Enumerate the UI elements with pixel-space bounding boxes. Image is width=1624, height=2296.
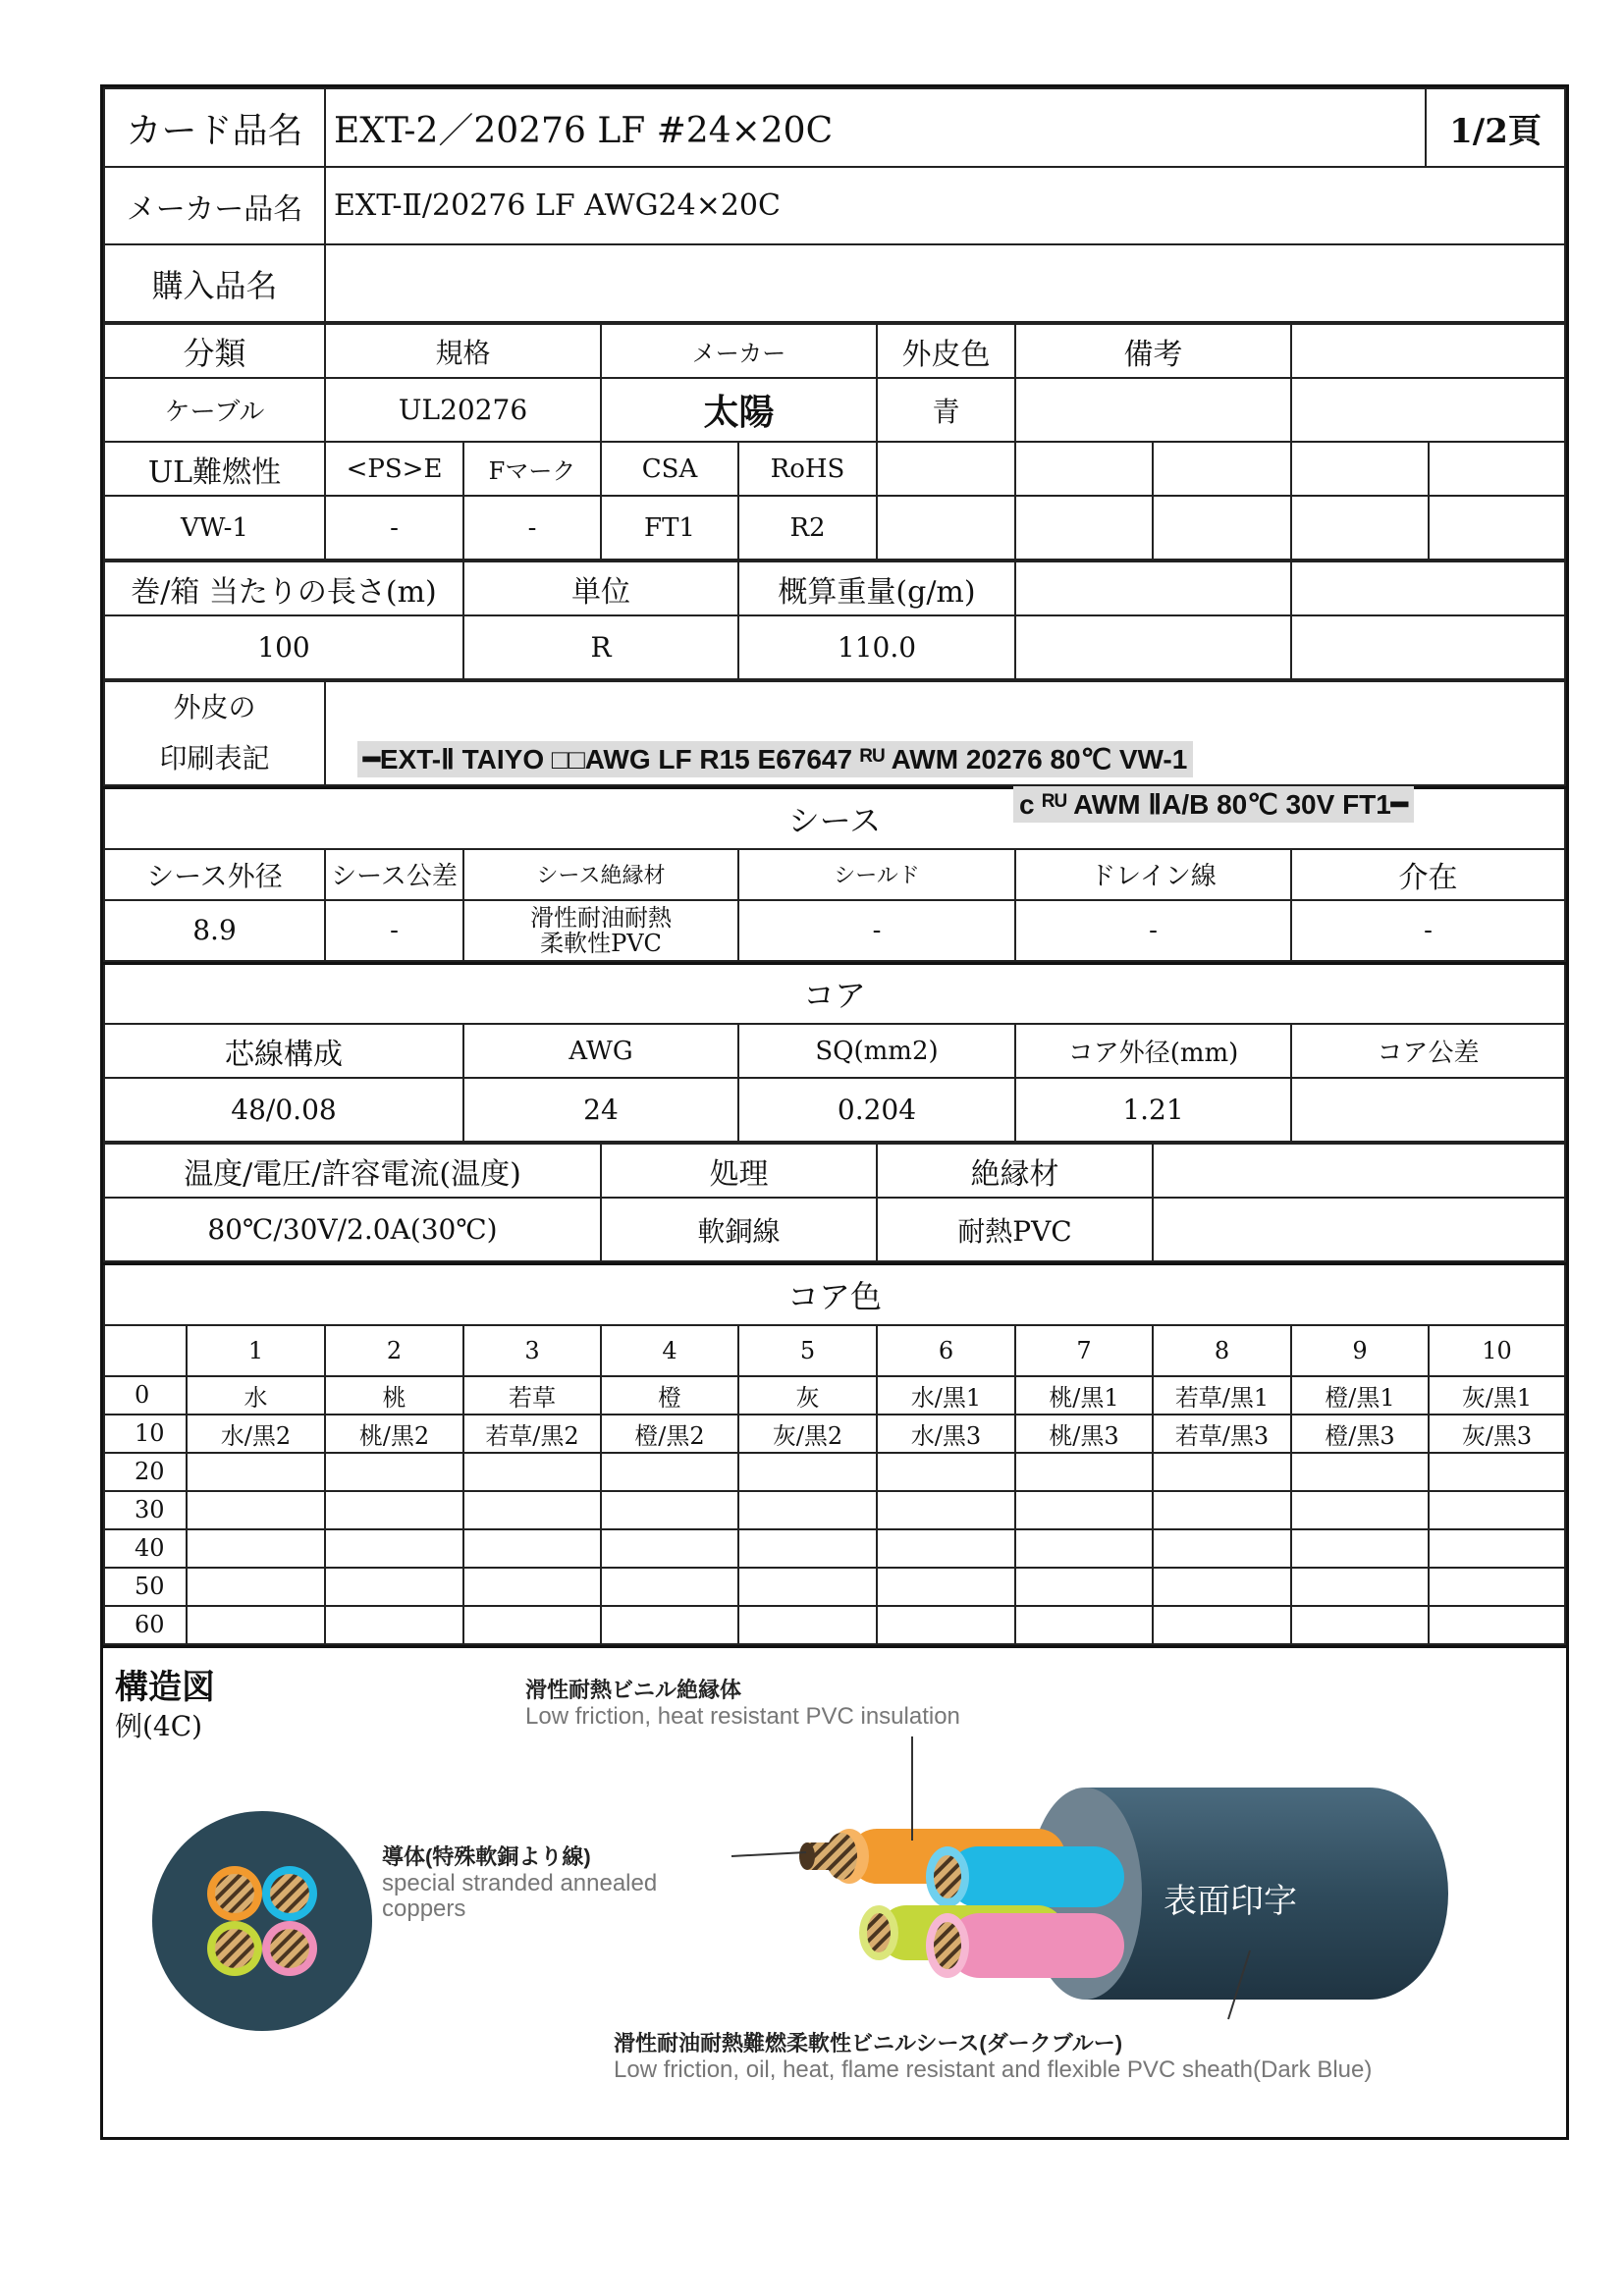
rating-blank-header xyxy=(1015,442,1153,496)
core-pink-side xyxy=(947,1913,1124,1978)
jacket-color-value: 青 xyxy=(877,378,1015,442)
color-column-header: 10 xyxy=(1429,1325,1565,1376)
color-row-start: 40 xyxy=(104,1529,187,1568)
color-cell xyxy=(601,1568,738,1606)
classification-table xyxy=(103,323,1566,561)
core-rating-blank xyxy=(1153,1198,1565,1261)
color-cell: 若草/黒3 xyxy=(1153,1415,1291,1453)
shield-header: シールド xyxy=(738,849,1015,900)
print-marking-line-2: c ᴿᵁ AWM ⅡA/B 80℃ 30V FT1━ xyxy=(1013,786,1414,823)
color-cell xyxy=(601,1606,738,1644)
rating-blank-value xyxy=(1429,496,1565,560)
color-cell: 水 xyxy=(187,1376,325,1415)
color-cell xyxy=(1015,1568,1153,1606)
color-cell xyxy=(463,1453,601,1491)
core-color-title: コア色 xyxy=(104,1264,1565,1325)
insulation-label xyxy=(525,1674,960,1730)
color-column-header: 2 xyxy=(325,1325,463,1376)
print-marking-label-1: 外皮の xyxy=(173,691,256,723)
color-cell xyxy=(738,1491,877,1529)
conductor xyxy=(270,1929,309,1968)
color-column-header: 4 xyxy=(601,1325,738,1376)
color-cell: 橙/黒1 xyxy=(1291,1376,1429,1415)
print-marking-line-1: ━EXT-Ⅱ TAIYO □□AWG LF R15 E67647 ᴿᵁ AWM 20276 80℃ VW-1 xyxy=(357,741,1193,777)
core-tolerance-value xyxy=(1291,1078,1565,1142)
color-cell xyxy=(1429,1491,1565,1529)
color-row-start: 0 xyxy=(104,1376,187,1415)
color-cell xyxy=(601,1491,738,1529)
color-row-start: 50 xyxy=(104,1568,187,1606)
weight-value: 110.0 xyxy=(738,615,1015,679)
sheath-tolerance-value: - xyxy=(325,900,463,961)
conductor-strand xyxy=(934,1922,961,1969)
rohs-value: R2 xyxy=(738,496,877,560)
color-cell: 橙/黒3 xyxy=(1291,1415,1429,1453)
color-cell xyxy=(1429,1568,1565,1606)
color-column-header: 1 xyxy=(187,1325,325,1376)
color-grid-corner xyxy=(104,1325,187,1376)
insulation-value: 耐熱PVC xyxy=(877,1198,1153,1261)
color-cell xyxy=(1153,1529,1291,1568)
sheath-label-jp: 滑性耐油耐熱難燃柔軟性ビニルシース(ダークブルー) xyxy=(614,2030,1123,2056)
print-marking-label xyxy=(104,681,325,785)
cable-side-view xyxy=(731,1736,1448,2019)
print-marking-label-2: 印刷表記 xyxy=(159,742,270,774)
color-cell xyxy=(1291,1568,1429,1606)
color-column-header: 5 xyxy=(738,1325,877,1376)
color-row xyxy=(104,1376,1565,1415)
length-blank-value xyxy=(1291,615,1565,679)
conductor xyxy=(215,1874,254,1913)
drain-wire-value: - xyxy=(1015,900,1291,961)
conductor-label-en-1: special stranded annealed xyxy=(382,1869,658,1896)
color-cell xyxy=(187,1568,325,1606)
conductor-label-en-2: coppers xyxy=(382,1895,466,1922)
color-cell xyxy=(1429,1606,1565,1644)
structure-example: 例(4C) xyxy=(115,1709,203,1742)
color-cell xyxy=(1015,1529,1153,1568)
rating-blank-value xyxy=(1015,496,1153,560)
color-cell: 灰 xyxy=(738,1376,877,1415)
color-cell xyxy=(877,1453,1015,1491)
header-table xyxy=(103,87,1566,323)
unit-header: 単位 xyxy=(463,561,738,615)
awg-value: 24 xyxy=(463,1078,738,1142)
color-cell xyxy=(1429,1453,1565,1491)
sheath-od-header: シース外径 xyxy=(104,849,325,900)
color-cell: 橙 xyxy=(601,1376,738,1415)
color-cell xyxy=(877,1529,1015,1568)
color-cell xyxy=(601,1529,738,1568)
rating-blank-header xyxy=(1429,442,1565,496)
temp-voltage-value: 80℃/30V/2.0A(30℃) xyxy=(104,1198,601,1261)
color-row-start: 10 xyxy=(104,1415,187,1453)
color-column-header: 7 xyxy=(1015,1325,1153,1376)
ul-flame-value: VW-1 xyxy=(104,496,325,560)
structure-diagram xyxy=(103,1645,1566,2127)
color-cell xyxy=(463,1491,601,1529)
color-cell: 灰/黒1 xyxy=(1429,1376,1565,1415)
sheath-title: シース xyxy=(104,788,1565,849)
standard-value: UL20276 xyxy=(325,378,601,442)
core-rating-blank xyxy=(1153,1144,1565,1198)
color-row xyxy=(104,1568,1565,1606)
conductor-strand xyxy=(867,1913,891,1952)
rating-blank-header xyxy=(1153,442,1291,496)
core-tolerance-header: コア公差 xyxy=(1291,1024,1565,1078)
sheath-label-en: Low friction, oil, heat, flame resistant and flexible PVC sheath(Dark Blue) xyxy=(614,2056,1373,2083)
insulation-label-en: Low friction, heat resistant PVC insulation xyxy=(525,1702,960,1730)
color-row-start: 20 xyxy=(104,1453,187,1491)
color-cell xyxy=(738,1453,877,1491)
surface-print-label: 表面印字 xyxy=(1164,1881,1297,1921)
shield-value: - xyxy=(738,900,1015,961)
rating-blank-header xyxy=(877,442,1015,496)
color-cell xyxy=(738,1606,877,1644)
color-cell xyxy=(325,1606,463,1644)
color-row xyxy=(104,1491,1565,1529)
drain-wire-header: ドレイン線 xyxy=(1015,849,1291,900)
color-cell xyxy=(1153,1491,1291,1529)
length-blank-header xyxy=(1015,561,1291,615)
color-cell: 水/黒3 xyxy=(877,1415,1015,1453)
rating-blank-header xyxy=(1291,442,1429,496)
temp-voltage-header: 温度/電圧/許容電流(温度) xyxy=(104,1144,601,1198)
remarks-header: 備考 xyxy=(1015,324,1291,378)
core-table xyxy=(103,962,1566,1144)
length-blank-header xyxy=(1291,561,1565,615)
color-cell: 若草/黒1 xyxy=(1153,1376,1291,1415)
awg-header: AWG xyxy=(463,1024,738,1078)
color-cell: 水/黒2 xyxy=(187,1415,325,1453)
remarks-value xyxy=(1015,378,1291,442)
sheath-material-line-1: 滑性耐油耐熱 xyxy=(530,903,672,932)
color-cell xyxy=(187,1529,325,1568)
f-mark-value: - xyxy=(463,496,601,560)
core-od-header: コア外径(mm) xyxy=(1015,1024,1291,1078)
page-indicator: 1/2頁 xyxy=(1426,88,1565,167)
unit-value: R xyxy=(463,615,738,679)
color-row xyxy=(104,1606,1565,1644)
conductor xyxy=(215,1929,254,1968)
color-cell: 若草/黒2 xyxy=(463,1415,601,1453)
csa-header: CSA xyxy=(601,442,738,496)
conductor-label-jp: 導体(特殊軟銅より線) xyxy=(382,1843,591,1869)
maker-name-label: メーカー品名 xyxy=(104,167,325,244)
color-cell xyxy=(325,1568,463,1606)
purchase-name-value xyxy=(325,244,1565,322)
length-value: 100 xyxy=(104,615,463,679)
color-cell xyxy=(738,1568,877,1606)
color-cell xyxy=(738,1529,877,1568)
color-cell xyxy=(463,1529,601,1568)
rating-blank-value xyxy=(877,496,1015,560)
cross-section xyxy=(152,1811,372,2031)
core-rating-table xyxy=(103,1143,1566,1262)
maker-name-value: EXT-Ⅱ/20276 LF AWG24×20C xyxy=(325,167,1565,244)
rating-blank-value xyxy=(1153,496,1291,560)
core-title: コア xyxy=(104,963,1565,1024)
treatment-header: 処理 xyxy=(601,1144,877,1198)
filler-value: - xyxy=(1291,900,1565,961)
color-cell xyxy=(187,1453,325,1491)
f-mark-header: Fマーク xyxy=(463,442,601,496)
color-cell: 灰/黒3 xyxy=(1429,1415,1565,1453)
color-cell xyxy=(1015,1453,1153,1491)
sheath-material-value xyxy=(463,900,738,961)
color-cell: 橙/黒2 xyxy=(601,1415,738,1453)
purchase-name-label: 購入品名 xyxy=(104,244,325,322)
filler-header: 介在 xyxy=(1291,849,1565,900)
core-cyan-side xyxy=(947,1846,1124,1907)
color-cell xyxy=(601,1453,738,1491)
color-column-header: 3 xyxy=(463,1325,601,1376)
color-cell xyxy=(325,1453,463,1491)
card-name-label: カード品名 xyxy=(104,88,325,167)
sheath-label xyxy=(614,2027,1372,2083)
length-blank-value xyxy=(1015,615,1291,679)
cross-section-sheath xyxy=(152,1811,372,2031)
conductor-tip xyxy=(799,1842,815,1870)
color-row xyxy=(104,1415,1565,1453)
pse-header: <PS>E xyxy=(325,442,463,496)
structure-title: 構造図 xyxy=(115,1668,215,1706)
sq-header: SQ(mm2) xyxy=(738,1024,1015,1078)
sheath-od-value: 8.9 xyxy=(104,900,325,961)
maker-header: メーカー xyxy=(601,324,877,378)
core-color-table xyxy=(103,1262,1566,1645)
pse-value: - xyxy=(325,496,463,560)
spec-sheet xyxy=(100,84,1569,2140)
color-cell: 若草 xyxy=(463,1376,601,1415)
sheath-material-header: シース絶縁材 xyxy=(463,849,738,900)
weight-header: 概算重量(g/m) xyxy=(738,561,1015,615)
rating-blank-value xyxy=(1291,496,1429,560)
core-od-value: 1.21 xyxy=(1015,1078,1291,1142)
color-cell xyxy=(187,1606,325,1644)
color-cell xyxy=(877,1606,1015,1644)
class-value: ケーブル xyxy=(104,378,325,442)
color-cell xyxy=(1429,1529,1565,1568)
color-cell xyxy=(463,1568,601,1606)
color-row xyxy=(104,1453,1565,1491)
length-header: 巻/箱 当たりの長さ(m) xyxy=(104,561,463,615)
color-cell: 桃/黒3 xyxy=(1015,1415,1153,1453)
conductor-strand xyxy=(934,1855,961,1898)
sheath-material-line-2: 柔軟性PVC xyxy=(540,929,662,957)
jacket-color-header: 外皮色 xyxy=(877,324,1015,378)
color-cell xyxy=(1015,1606,1153,1644)
color-cell xyxy=(1153,1453,1291,1491)
maker-value: 太陽 xyxy=(601,378,877,442)
class-header: 分類 xyxy=(104,324,325,378)
sq-value: 0.204 xyxy=(738,1078,1015,1142)
ul-flame-header: UL難燃性 xyxy=(104,442,325,496)
leader-line xyxy=(731,1852,806,1856)
sheath-tolerance-header: シース公差 xyxy=(325,849,463,900)
color-cell: 桃 xyxy=(325,1376,463,1415)
rohs-header: RoHS xyxy=(738,442,877,496)
color-cell: 桃/黒2 xyxy=(325,1415,463,1453)
insulation-label-jp: 滑性耐熱ビニル絶縁体 xyxy=(525,1677,742,1702)
blank-value xyxy=(1291,378,1565,442)
strand-value: 48/0.08 xyxy=(104,1078,463,1142)
color-cell xyxy=(1291,1529,1429,1568)
color-row xyxy=(104,1529,1565,1568)
color-column-header: 9 xyxy=(1291,1325,1429,1376)
insulation-header: 絶縁材 xyxy=(877,1144,1153,1198)
strand-header: 芯線構成 xyxy=(104,1024,463,1078)
color-cell xyxy=(325,1491,463,1529)
treatment-value: 軟銅線 xyxy=(601,1198,877,1261)
color-cell xyxy=(877,1568,1015,1606)
card-name-value: EXT-2／20276 LF #24×20C xyxy=(325,88,1426,167)
color-column-header: 8 xyxy=(1153,1325,1291,1376)
color-row-start: 60 xyxy=(104,1606,187,1644)
color-cell: 水/黒1 xyxy=(877,1376,1015,1415)
color-cell xyxy=(1015,1491,1153,1529)
color-cell xyxy=(1153,1568,1291,1606)
color-cell xyxy=(463,1606,601,1644)
length-table xyxy=(103,561,1566,680)
conductor-label xyxy=(382,1841,657,1922)
standard-header: 規格 xyxy=(325,324,601,378)
color-cell xyxy=(325,1529,463,1568)
color-cell: 灰/黒2 xyxy=(738,1415,877,1453)
conductor xyxy=(270,1874,309,1913)
color-cell xyxy=(877,1491,1015,1529)
csa-value: FT1 xyxy=(601,496,738,560)
color-cell: 桃/黒1 xyxy=(1015,1376,1153,1415)
color-cell xyxy=(187,1491,325,1529)
blank-header xyxy=(1291,324,1565,378)
color-cell xyxy=(1291,1606,1429,1644)
color-cell xyxy=(1291,1491,1429,1529)
color-cell xyxy=(1291,1453,1429,1491)
color-row-start: 30 xyxy=(104,1491,187,1529)
color-column-header: 6 xyxy=(877,1325,1015,1376)
color-cell xyxy=(1153,1606,1291,1644)
